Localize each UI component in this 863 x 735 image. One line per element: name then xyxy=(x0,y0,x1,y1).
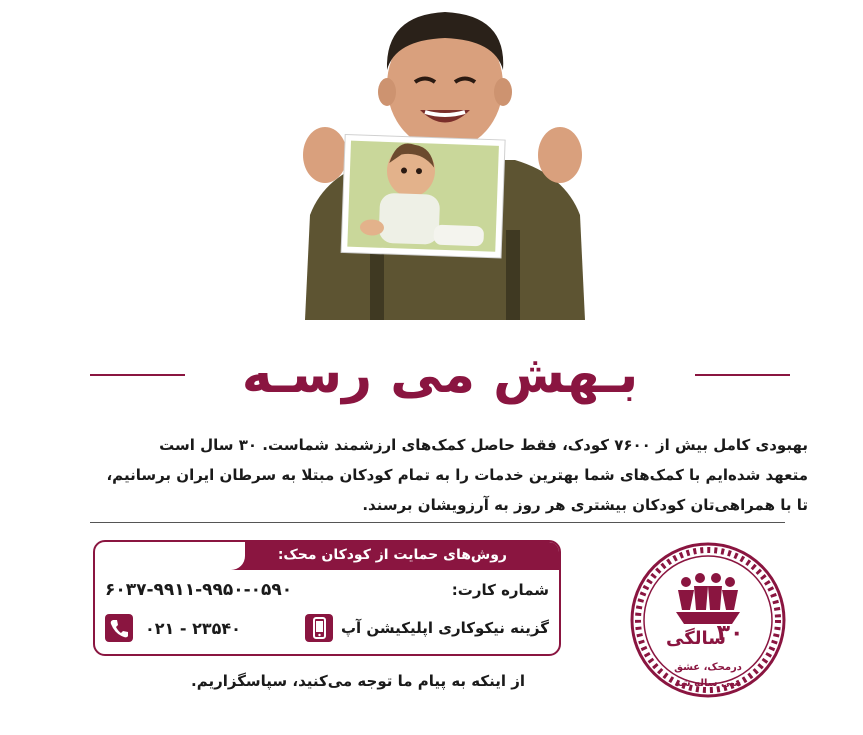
body-line-2: متعهد شده‌ایم با کمک‌های شما بهترین خدمات را به تمام کودکان مبتلا به سرطان ایران برسانیم، xyxy=(106,466,808,484)
app-phone-row xyxy=(105,614,549,642)
logo-word: سالگی xyxy=(666,628,726,649)
campaign-headline: بـهش می رسـه xyxy=(241,345,639,405)
mahak-30-years-logo xyxy=(628,540,788,705)
campaign-body-text xyxy=(88,430,808,520)
support-methods-box xyxy=(93,540,561,656)
phone-option xyxy=(105,614,241,642)
card-number-value[interactable]: ۶۰۳۷-۹۹۱۱-۹۹۵۰-۰۵۹۰ xyxy=(105,580,293,600)
card-number-row xyxy=(105,580,549,600)
support-methods-header: روش‌های حمایت از کودکان محک: xyxy=(95,542,559,570)
support-header-tail xyxy=(95,542,245,570)
phone-number[interactable]: ۰۲۱ - ۲۳۵۴۰ xyxy=(145,618,241,638)
child-holding-photo-image xyxy=(285,0,605,320)
body-line-1: بهبودی کامل بیش از ۷۶۰۰ کودک، فقط حاصل کمک‌های ارزشمند شماست. ۳۰ سال است xyxy=(159,436,808,454)
app-option-label: گزینه نیکوکاری اپلیکیشن آپ xyxy=(340,619,549,637)
thank-you-text: از اینکه به پیام ما توجه می‌کنید، سپاسگزاریم. xyxy=(191,672,525,690)
body-line-3: تا با همراهی‌تان کودکان بیشتری هر روز به آرزویشان برسند. xyxy=(362,496,808,514)
mobile-phone-icon xyxy=(305,614,333,642)
section-divider xyxy=(90,522,785,523)
logo-number: ۳۰ xyxy=(716,621,744,646)
headline-right-line xyxy=(695,374,790,376)
telephone-icon xyxy=(105,614,133,642)
headline-left-line xyxy=(90,374,185,376)
card-number-label: شماره کارت: xyxy=(451,581,549,599)
headline-row xyxy=(90,340,790,410)
app-option xyxy=(305,614,549,642)
logo-tagline-1: درمحک، عشق xyxy=(674,662,742,673)
logo-tagline-2: سی ساله شد xyxy=(675,678,741,689)
